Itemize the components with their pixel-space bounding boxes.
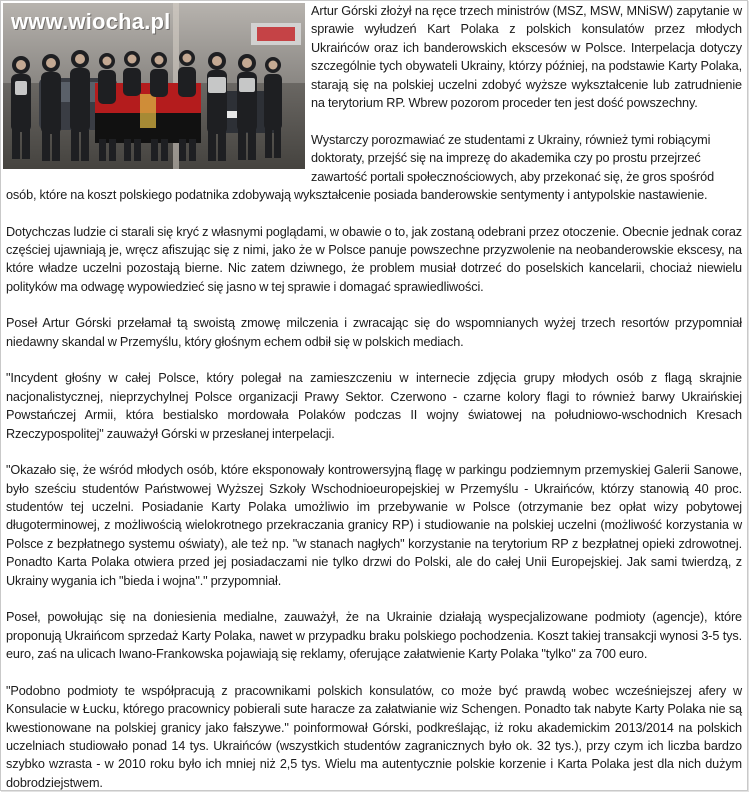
article-paragraph-6: "Okazało się, że wśród młodych osób, które eksponowały kontrowersyjną flagę w parkingu podziemnym przemyskiej Galerii Sanowe, było sześciu studentów Państwowej Wyższej Szkoły Wschodnioeuropejskiej w Przemyślu - Ukraińców, którzy stanowią 40 proc. studentów tej uczelni. Posiadanie Karty Polaka umożliwio im przebywanie w Polsce (otrzymanie bez opłat wizy pobytowej długoterminowej, z możliwością wielokrotnego przekraczania granicy RP) i studiowanie na polskiej uczelni (możliwość korzystania w Polsce z bezpłatnego systemu oświaty), ale też np. "w stanach nagłych" korzystanie na terytorium RP z bezpłatnej opieki zdrowotnej. Ponadto Karta Polaka otwiera przed jej posiadaczami nie tylko drzwi do Polski, ale do całej Unii Europejskiej. Jak sami twierdzą, z Ukrainy wygania ich "bieda i wojna"." przypomniał. bbox=[6, 463, 742, 588]
article-paragraph-2-line-3: zawartość portali społecznościowych, aby przekonać się, że gros spośród bbox=[311, 169, 715, 184]
article-paragraph-1: Artur Górski złożył na ręce trzech ministrów (MSZ, MSW, MNiSW) zapytanie w sprawie wyłudzeń Kart Polaka z polskich konsulatów przez młodych Ukraińców oraz ich banderowskich ekscesów w Polsce. Interpelacja dotyczy szczególnie tych obywateli Ukrainy, którzy później, na podstawie Karty Polaka, starają się na polskiej uczelni zdobyć wyższe wykształcenie lub zatrudnienie na terytorium RP. Wbrew pozorom proceder ten jest dość powszechny. bbox=[311, 4, 742, 111]
article-paragraph-2-line-4: osób, które na koszt polskiego podatnika zdobywają wykształcenie posiada banderowskie sentymenty i antypolskie nastawienie. bbox=[6, 188, 708, 203]
article-paragraph-8: "Podobno podmioty te współpracują z pracownikami polskich konsulatów, co może być prawdą wobec wcześniejszej afery w Konsulacie w Łucku, którego pracownicy pobierali sute haracze za załatwianie wiz Schengen. Ponadto tak nabyte Karty Polaka nie są kwestionowane na polskiej granicy jako fałszywe." poinformował Górski, podkreślając, iż roku akademickim 2013/2014 na polskich uczelniach studiowało ponad 14 tys. Ukraińców (wszystkich studentów zagranicznych było ok. 32 tys.), przy czym ich liczba bardzo szybko wzrasta - w 2010 roku było ich mniej niż 2,5 tys. Wielu ma autentycznie polskie korzenie i Karta Polaka jest dla nich dużym dobrodziejstwem. bbox=[6, 683, 742, 790]
article-paragraph-3: Dotychczas ludzie ci starali się kryć z własnymi poglądami, w obawie o to, jak zostaną odebrani przez otoczenie. Obecnie jednak coraz częściej ujawniają je, wręcz afiszując się z nimi, jako że w Polsce panuje powszechne przyzwolenie na neobanderowskie ekscesy, na które władze uczelni pozostają bierne. Nic zatem dziwnego, że problem musiał dotrzeć do poselskich kancelarii, chociaż niewielu polityków ma odwagę wypowiedzieć się jasno w tej sprawie i domagać sprawiedliwości. bbox=[6, 224, 742, 294]
article-paragraph-7: Poseł, powołując się na doniesienia medialne, zauważył, że na Ukrainie działają wyspecjalizowane podmioty (agencje), które proponują Ukraińcom sprzedaż Karty Polaka, nawet w przypadku braku polskiego pochodzenia. Koszt takiej transakcji wynosi 3-5 tys. euro, zaś na ulicach Iwano-Frankowska pojawiają się reklamy, oferujące załatwienie Karty Polaka "tylko" za 700 euro. bbox=[6, 610, 742, 662]
article-paragraph-2-line-2: doktoraty, przejść się na imprezę do akademika czy po prostu przejrzeć bbox=[311, 151, 701, 166]
article-paragraph-5: "Incydent głośny w całej Polsce, który polegał na zamieszczeniu w internecie zdjęcia grupy młodych osób z flagą skrajnie nacjonalistycznej, nieprzychylnej Polsce organizacji Prawy Sektor. Czerwono - czarne kolory flagi to również barwy Ukraińskiej Powstańczej Armii, która bestialsko mordowała Polaków podczas II wojny światowej na południowo-wschodnich Kresach Rzeczypospolitej" zauważył Górski w przesłanej interpelacji. bbox=[6, 371, 742, 441]
article-paragraph-2-line-1: Wystarczy porozmawiać ze studentami z Ukrainy, również tymi robiącymi bbox=[311, 132, 711, 147]
watermark-logo: www.wiocha.pl bbox=[11, 9, 171, 34]
article-body bbox=[6, 2, 742, 792]
article-paragraph-2 bbox=[6, 131, 742, 205]
article-paragraph-4: Poseł Artur Górski przełamał tą swoistą zmowę milczenia i zwracając się do wspomnianych wyżej trzech resortów przypomniał niedawny skandal w Przemyślu, który głośnym echem odbił się w polskich mediach. bbox=[6, 316, 742, 349]
